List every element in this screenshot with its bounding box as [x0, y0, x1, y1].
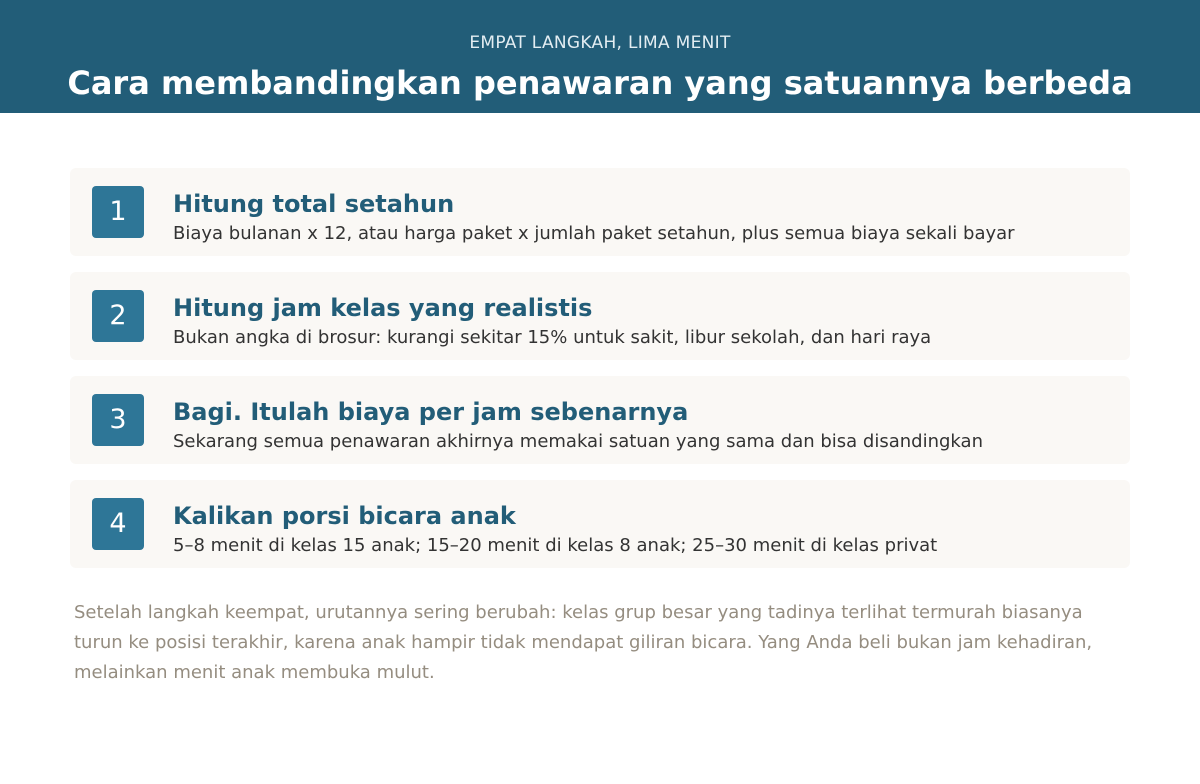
step-card-2	[70, 272, 1130, 360]
step-card-1	[70, 168, 1130, 256]
step-description: 5–8 menit di kelas 15 anak; 15–20 menit di kelas 8 anak; 25–30 menit di kelas privat	[173, 535, 938, 556]
step-title: Hitung jam kelas yang realistis	[173, 294, 593, 322]
step-number-badge: 1	[92, 186, 144, 238]
step-number-badge: 2	[92, 290, 144, 342]
steps-list	[70, 168, 1130, 584]
step-number-badge: 3	[92, 394, 144, 446]
header-kicker: EMPAT LANGKAH, LIMA MENIT	[469, 33, 731, 53]
step-title: Hitung total setahun	[173, 190, 455, 218]
step-description: Biaya bulanan x 12, atau harga paket x jumlah paket setahun, plus semua biaya sekali bayar	[173, 223, 1015, 244]
step-card-3	[70, 376, 1130, 464]
step-description: Bukan angka di brosur: kurangi sekitar 15% untuk sakit, libur sekolah, dan hari raya	[173, 327, 932, 348]
page-title: Cara membandingkan penawaran yang satuannya berbeda	[67, 64, 1133, 102]
step-description: Sekarang semua penawaran akhirnya memakai satuan yang sama dan bisa disandingkan	[173, 431, 983, 452]
step-title: Bagi. Itulah biaya per jam sebenarnya	[173, 398, 689, 426]
footnote-paragraph: Setelah langkah keempat, urutannya sering berubah: kelas grup besar yang tadinya terlihat termurah biasanya turun ke posisi terakhir, karena anak hampir tidak mendapat giliran bicara. Yang Anda beli bukan jam kehadiran, melainkan menit anak membuka mulut.	[74, 602, 1093, 683]
step-number-badge: 4	[92, 498, 144, 550]
header-banner	[0, 0, 1200, 113]
step-card-4	[70, 480, 1130, 568]
step-title: Kalikan porsi bicara anak	[173, 502, 516, 530]
